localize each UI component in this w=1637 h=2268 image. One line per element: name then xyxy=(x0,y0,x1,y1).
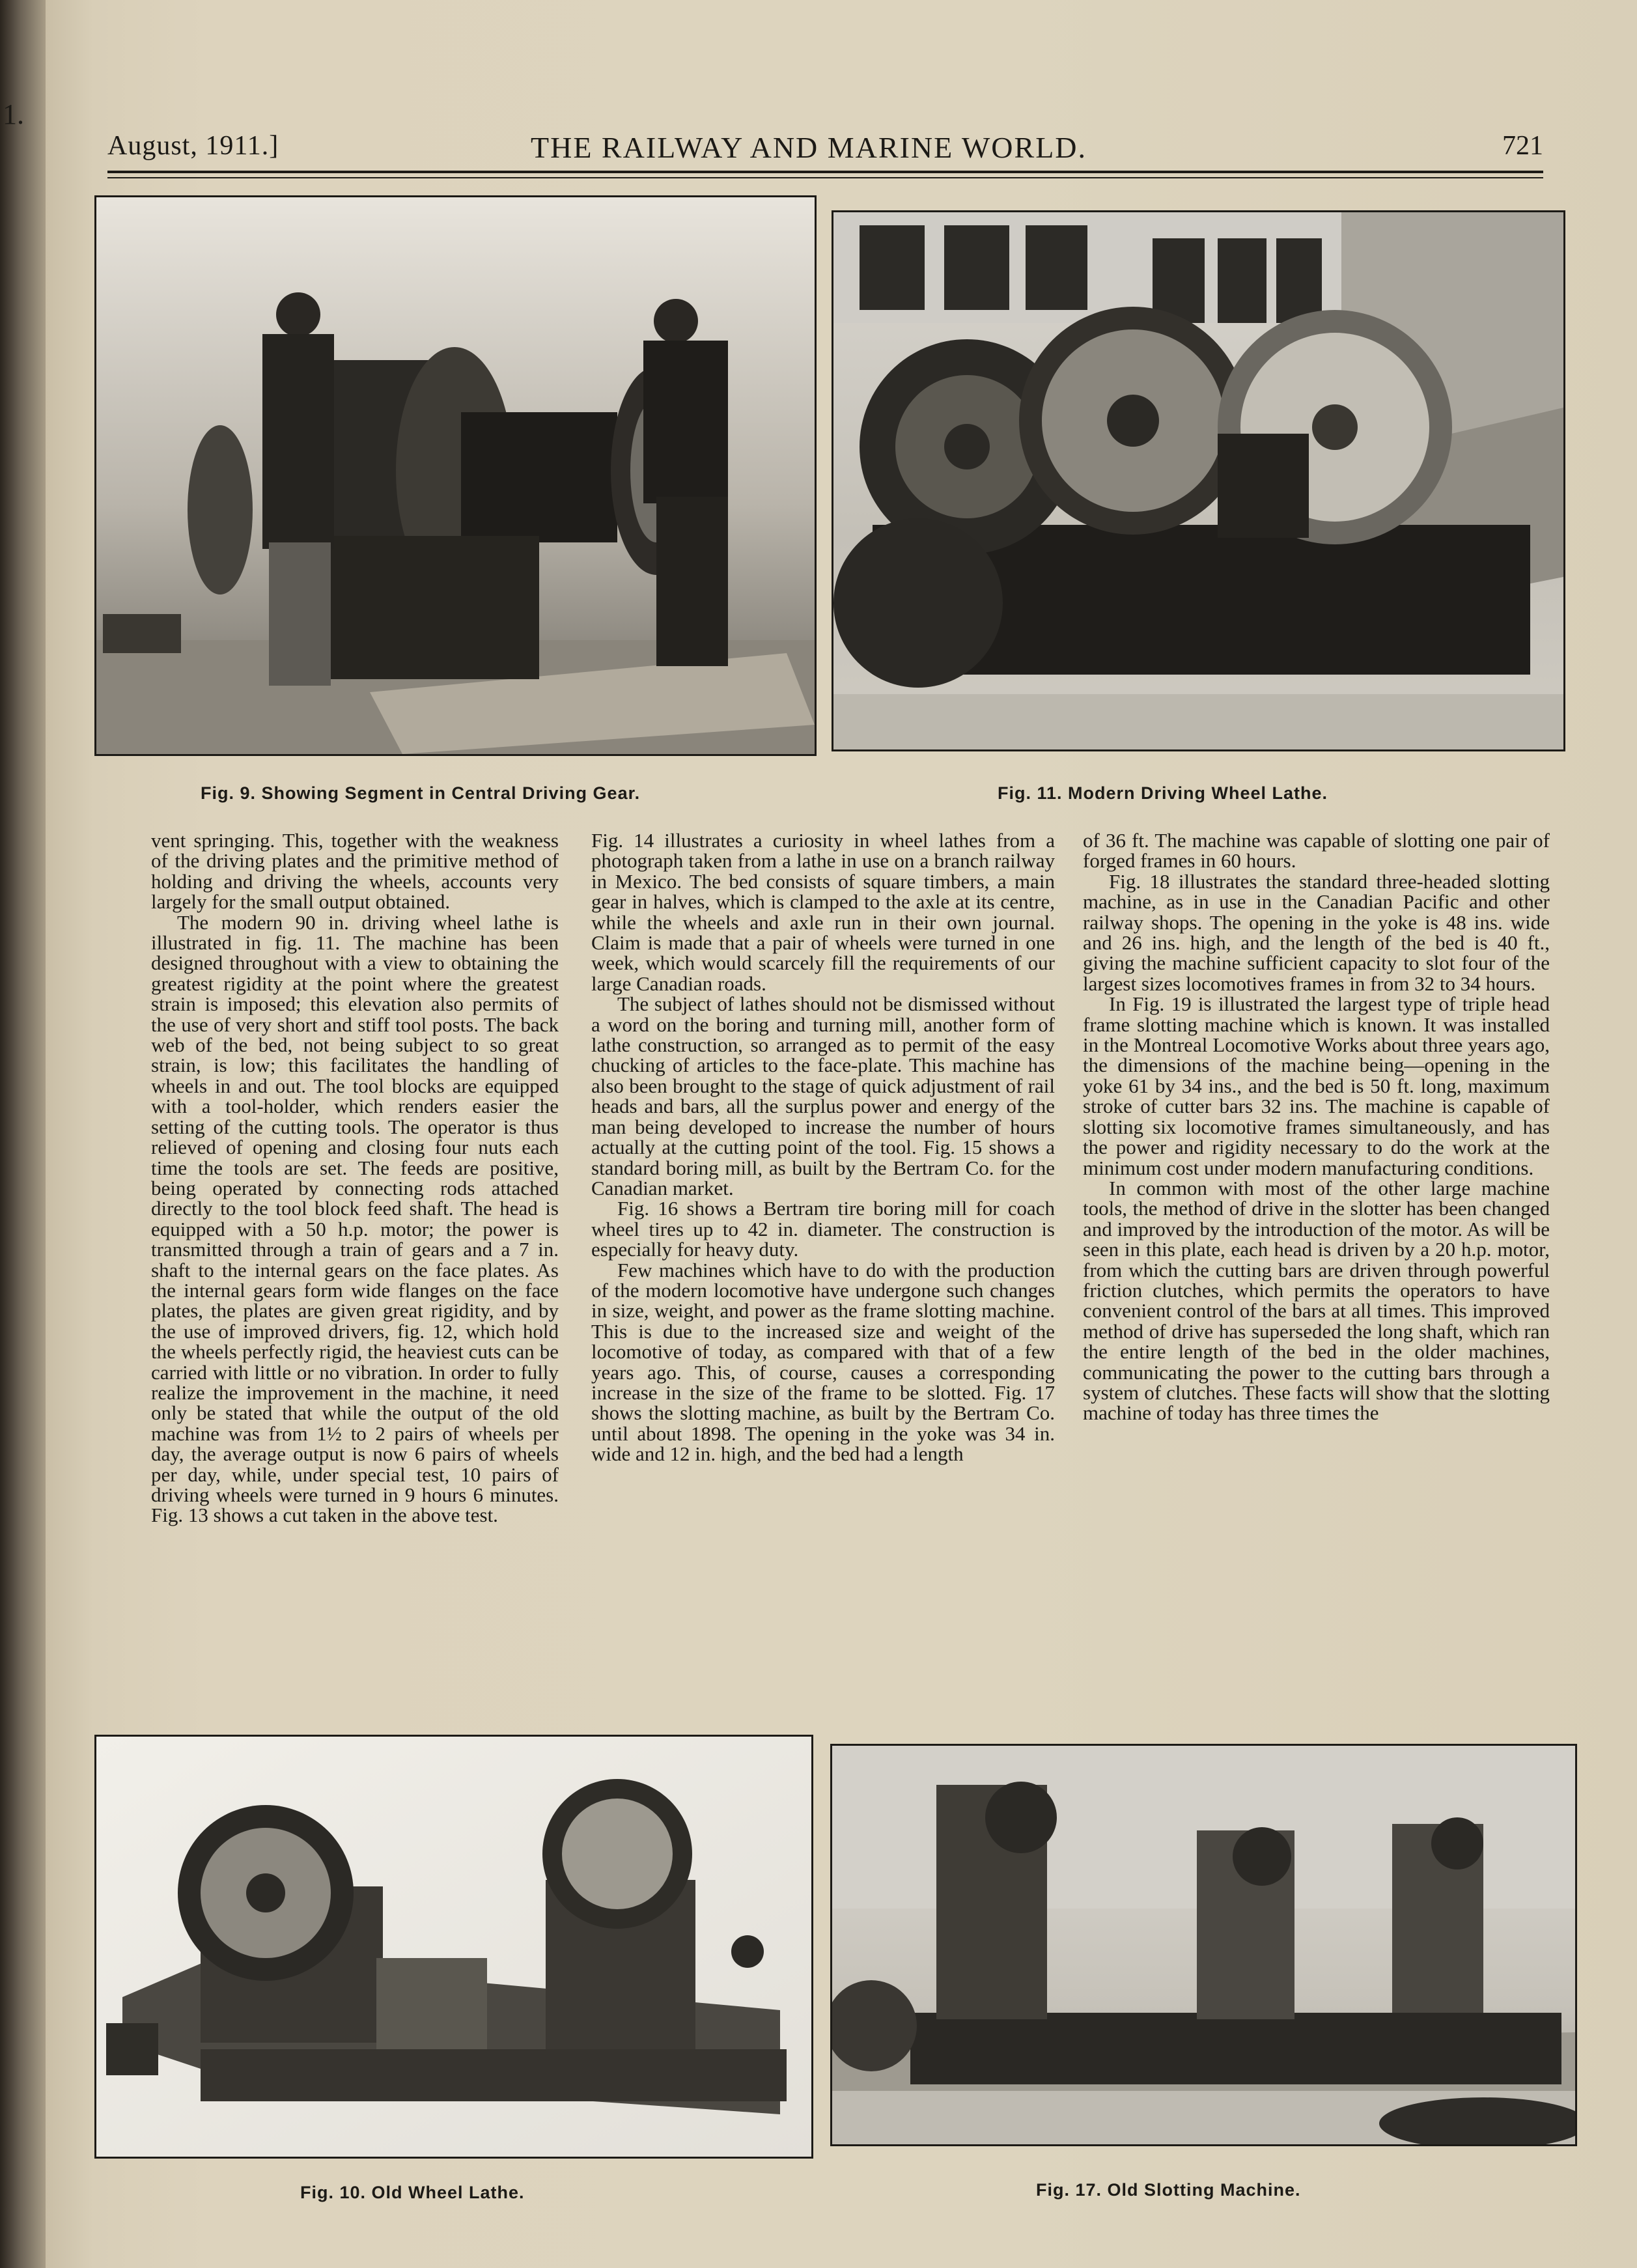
fig17-photo xyxy=(830,1744,1577,2146)
fig9-caption: Fig. 9. Showing Segment in Central Driving Gear. xyxy=(201,783,641,803)
column-2-paragraph-1: Fig. 14 illustrates a curiosity in wheel lathes from a photograph taken from a lathe in use on a branch railway in Mexico. The bed consists of square timbers, a main gear in halves, which is clamped to the axle at its centre, while the wheels and axle run in their own journal. Claim is made that a pair of wheels were turned in one week, which would scarcely fill the requirements of our large Canadian roads. xyxy=(591,830,1055,995)
fig10-photo xyxy=(94,1735,813,2159)
column-3-paragraph-4: In common with most of the other large machine tools, the method of drive in the slotter has been changed and improved by the introduction of the motor. As will be seen in this plate, each head is driven by a 20 h.p. motor, from which the cutting bars are driven through powerful friction clutches, which permits the operators to have convenient control of the bars at all times. This improved method of drive has superseded the long shaft, which ran the entire length of the bed in the older machines, communicating the power to the cutting bars through a system of clutches. These facts will show that the slotting machine of today has three times the xyxy=(1083,1176,1550,1425)
fig17-caption: Fig. 17. Old Slotting Machine. xyxy=(1036,2180,1301,2200)
text-column-3 xyxy=(1083,830,1550,1716)
column-2-paragraph-3: Fig. 16 shows a Bertram tire boring mill for coach wheel tires up to 42 in. diameter. The construction is especially for heavy duty. xyxy=(591,1197,1055,1261)
header-date: August, 1911.] xyxy=(107,131,279,161)
header-title: THE RAILWAY AND MARINE WORLD. xyxy=(531,131,1087,164)
fig11-caption: Fig. 11. Modern Driving Wheel Lathe. xyxy=(998,783,1328,803)
fig9-photo xyxy=(94,195,817,756)
page-number: 721 xyxy=(1502,131,1543,161)
column-2-paragraph-2: The subject of lathes should not be dismissed without a word on the boring and turning mill, another form of lathe construction, so arranged as to permit of the easy chucking of articles to the face-plate. This machine has also been brought to the stage of quick adjustment of rail heads and bars, all the surplus power and energy of the man being developed to increase the number of hours actually at the cutting point of the tool. Fig. 15 shows a standard boring mill, as built by the Bertram Co. for the Canadian market. xyxy=(591,992,1055,1199)
column-2-paragraph-4: Few machines which have to do with the production of the modern locomotive have undergone such changes in size, weight, and power as the frame slotting machine. This is due to the increased size and weight of the locomotive of today, as compared with that of a few years ago. This, of course, causes a corresponding increase in the size of the frame to be slotted. Fig. 17 shows the slotting machine, as built by the Bertram Co. until about 1898. The opening in the yoke was 34 in. wide and 12 in. high, and the bed had a length xyxy=(591,1258,1055,1466)
running-header xyxy=(107,130,1543,176)
header-rule-thin xyxy=(107,177,1543,178)
column-3-paragraph-3: In Fig. 19 is illustrated the largest type of triple head frame slotting machine which is known. It was installed in the Montreal Locomotive Works about three years ago, the dimensions of the machine being—opening in the yoke 61 by 34 ins., and the bed is 50 ft. long, maximum stroke of cutter bars 32 ins. The machine is capable of slotting six locomotive frames simultaneously, and has the power and rigidity necessary to do the work at the minimum cost under modern manufacturing conditions. xyxy=(1083,992,1550,1179)
header-rule xyxy=(107,171,1543,173)
text-column-1 xyxy=(151,830,559,1716)
column-3-paragraph-2: Fig. 18 illustrates the standard three-headed slotting machine, as in use in the Canadian Pacific and other railway shops. The opening in the yoke is 48 ins. wide and 26 ins. high, and the length of the bed is 40 ft., giving the machine sufficient capacity to slot four of the largest sizes locomotives frames in from 32 to 34 hours. xyxy=(1083,869,1550,995)
book-gutter xyxy=(0,0,46,2268)
column-3-paragraph-1: of 36 ft. The machine was capable of slotting one pair of forged frames in 60 hours. xyxy=(1083,830,1550,873)
column-1-paragraph-2: The modern 90 in. driving wheel lathe is illustrated in fig. 11. The machine has been designed throughout with a view to obtaining the greatest rigidity at the point where the greatest strain is imposed; this elevation also permits of the use of very short and stiff tool posts. The back web of the bed, not being subject to so great strain, is low; this facilitates the handling of wheels in and out. The tool blocks are equipped with a tool-holder, which renders easier the setting of the cutting tools. The operator is thus relieved of opening and closing four nuts each time the tools are set. The feeds are positive, being operated by connecting rods attached directly to the tool block feed shaft. The head is equipped with a 50 h.p. motor; the power is transmitted through a train of gears and a 7 in. shaft to the internal gears on the face plates. As the internal gears form wide flanges on the face plates, the plates are given great rigidity, and by the use of improved drivers, fig. 12, which hold the wheels perfectly rigid, the heaviest cuts can be carried with little or no vibration. In order to fully realize the improvement in the machine, it need only be stated that while the output of the old machine was from 1½ to 2 pairs of wheels per day, the average output is now 6 pairs of wheels per day, while, under special test, 10 pairs of driving wheels were turned in 9 hours 6 minutes. Fig. 13 shows a cut taken in the above test. xyxy=(151,910,559,1527)
column-1-paragraph-1: vent springing. This, together with the weakness of the driving plates and the primitive method of holding and driving the wheels, accounts very largely for the small output obtained. xyxy=(151,830,559,914)
text-column-2 xyxy=(591,830,1055,1716)
fig11-photo xyxy=(832,210,1565,751)
fig10-caption: Fig. 10. Old Wheel Lathe. xyxy=(300,2183,525,2202)
previous-page-fragment: 1. xyxy=(3,98,24,130)
